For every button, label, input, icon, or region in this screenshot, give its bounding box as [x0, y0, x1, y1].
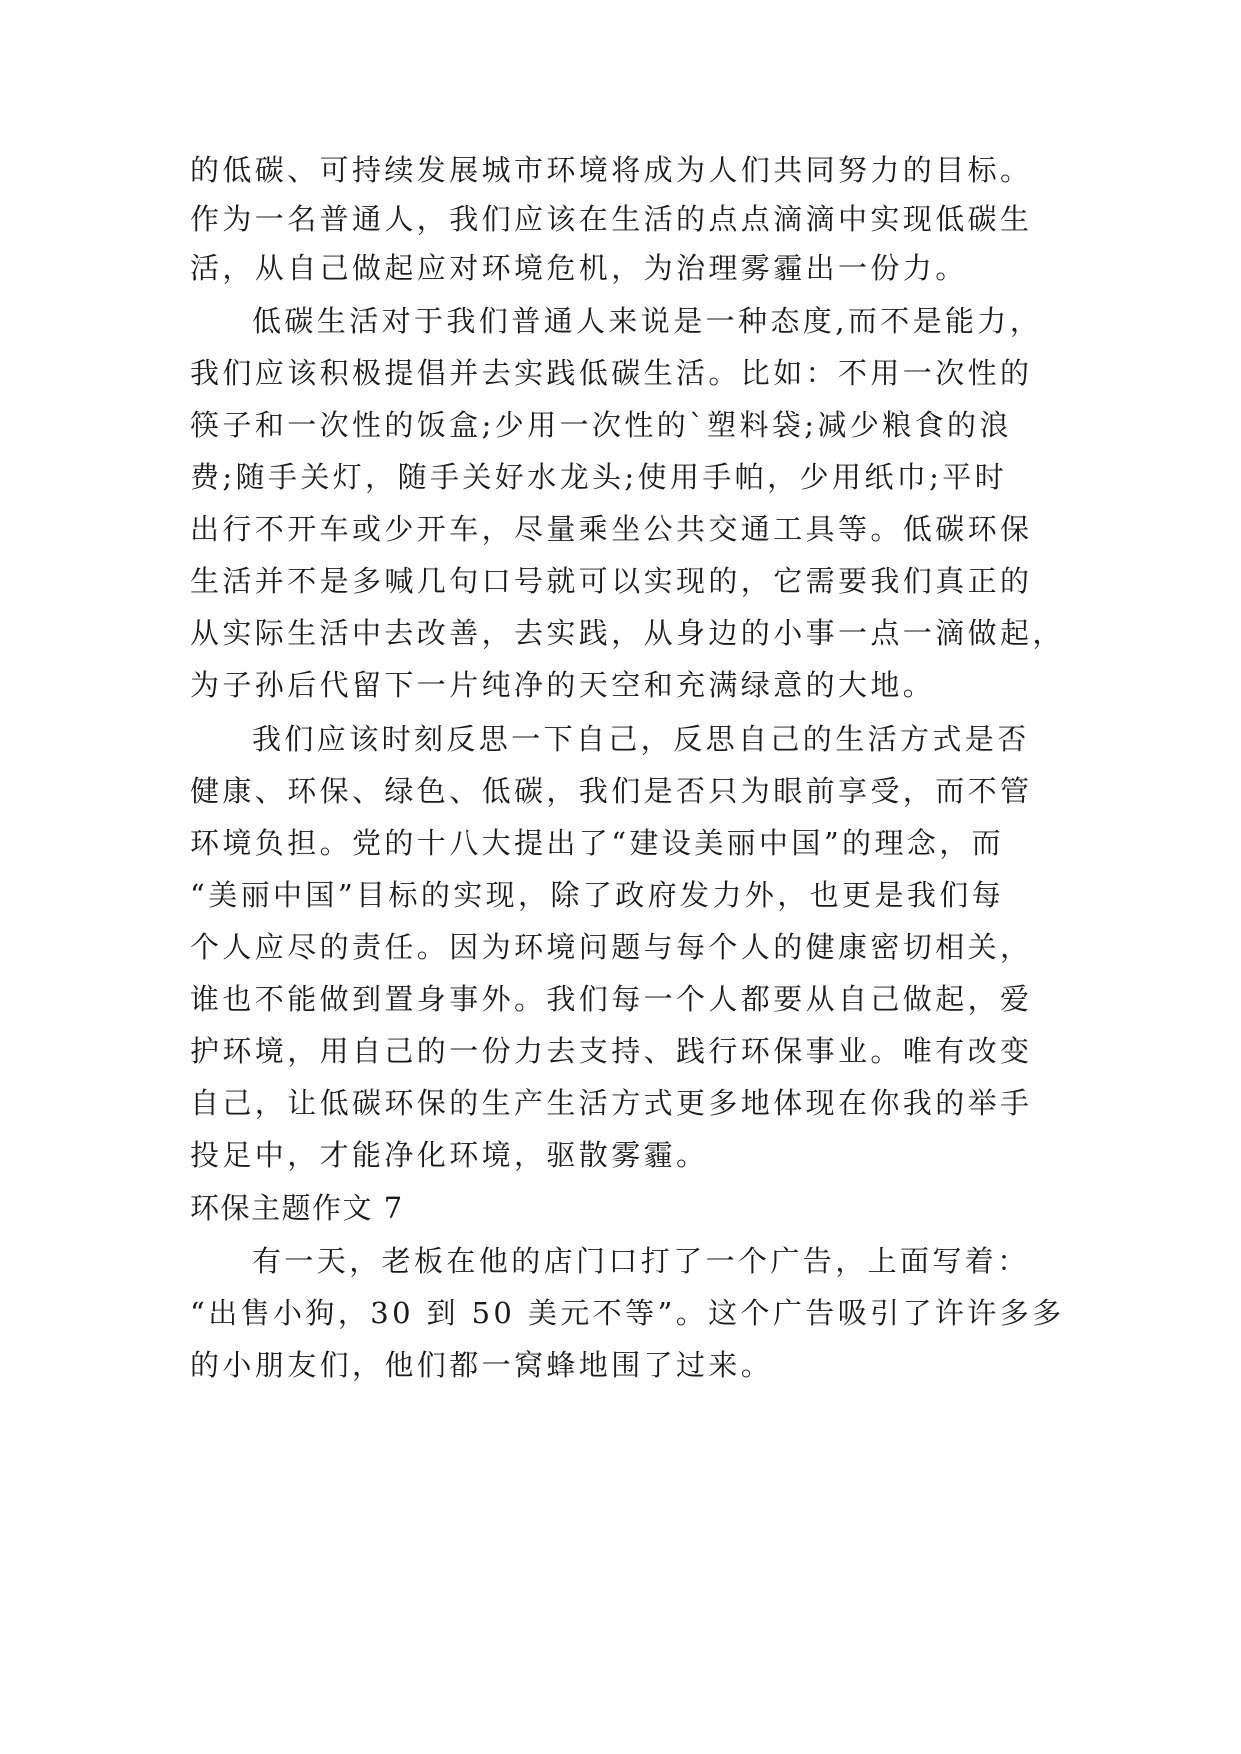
paragraph-first-line: 低碳生活对于我们普通人来说是一种态度,而不是能力， — [252, 304, 1043, 338]
text-line: 自己，让低碳环保的生产生活方式更多地体现在你我的举手 — [190, 1086, 1033, 1120]
text-line: 个人应尽的责任。因为环境问题与每个人的健康密切相关， — [190, 930, 1033, 964]
text-line: 我们应该积极提倡并去实践低碳生活。比如：不用一次性的 — [190, 356, 1033, 390]
text-line: 费;随手关灯，随手关好水龙头;使用手帕，少用纸巾;平时 — [190, 460, 1008, 494]
text-line: “出售小狗，30 到 50 美元不等”。这个广告吸引了许许多多 — [190, 1296, 1065, 1330]
text-line: 出行不开车或少开车，尽量乘坐公共交通工具等。低碳环保 — [190, 512, 1033, 546]
text-line: 投足中，才能净化环境，驱散雾霾。 — [190, 1138, 709, 1172]
paragraph-first-line: 我们应该时刻反思一下自己，反思自己的生活方式是否 — [252, 722, 1030, 756]
text-line: 筷子和一次性的饭盒;少用一次性的`塑料袋;减少粮食的浪 — [190, 408, 1012, 442]
text-line: 护环境，用自己的一份力去支持、践行环保事业。唯有改变 — [190, 1034, 1033, 1068]
text-line: 从实际生活中去改善，去实践，从身边的小事一点一滴做起， — [190, 616, 1065, 650]
text-line: 生活并不是多喊几句口号就可以实现的，它需要我们真正的 — [190, 564, 1033, 598]
paragraph-first-line: 有一天，老板在他的店门口打了一个广告，上面写着： — [252, 1244, 1030, 1278]
text-line: 为子孙后代留下一片纯净的天空和充满绿意的大地。 — [190, 668, 936, 702]
text-line: 谁也不能做到置身事外。我们每一个人都要从自己做起，爱 — [190, 982, 1033, 1016]
text-line: 作为一名普通人，我们应该在生活的点点滴滴中实现低碳生 — [190, 202, 1033, 236]
text-line: 的小朋友们，他们都一窝蜂地围了过来。 — [190, 1348, 774, 1382]
text-line: 健康、环保、绿色、低碳，我们是否只为眼前享受，而不管 — [190, 774, 1033, 808]
text-line: 活，从自己做起应对环境危机，为治理雾霾出一份力。 — [190, 251, 968, 285]
text-line: “美丽中国”目标的实现，除了政府发力外，也更是我们每 — [190, 878, 1005, 912]
text-line: 环境负担。党的十八大提出了“建设美丽中国”的理念，而 — [190, 826, 1005, 860]
text-line: 的低碳、可持续发展城市环境将成为人们共同努力的目标。 — [190, 153, 1033, 187]
section-heading: 环保主题作文 7 — [190, 1191, 404, 1225]
